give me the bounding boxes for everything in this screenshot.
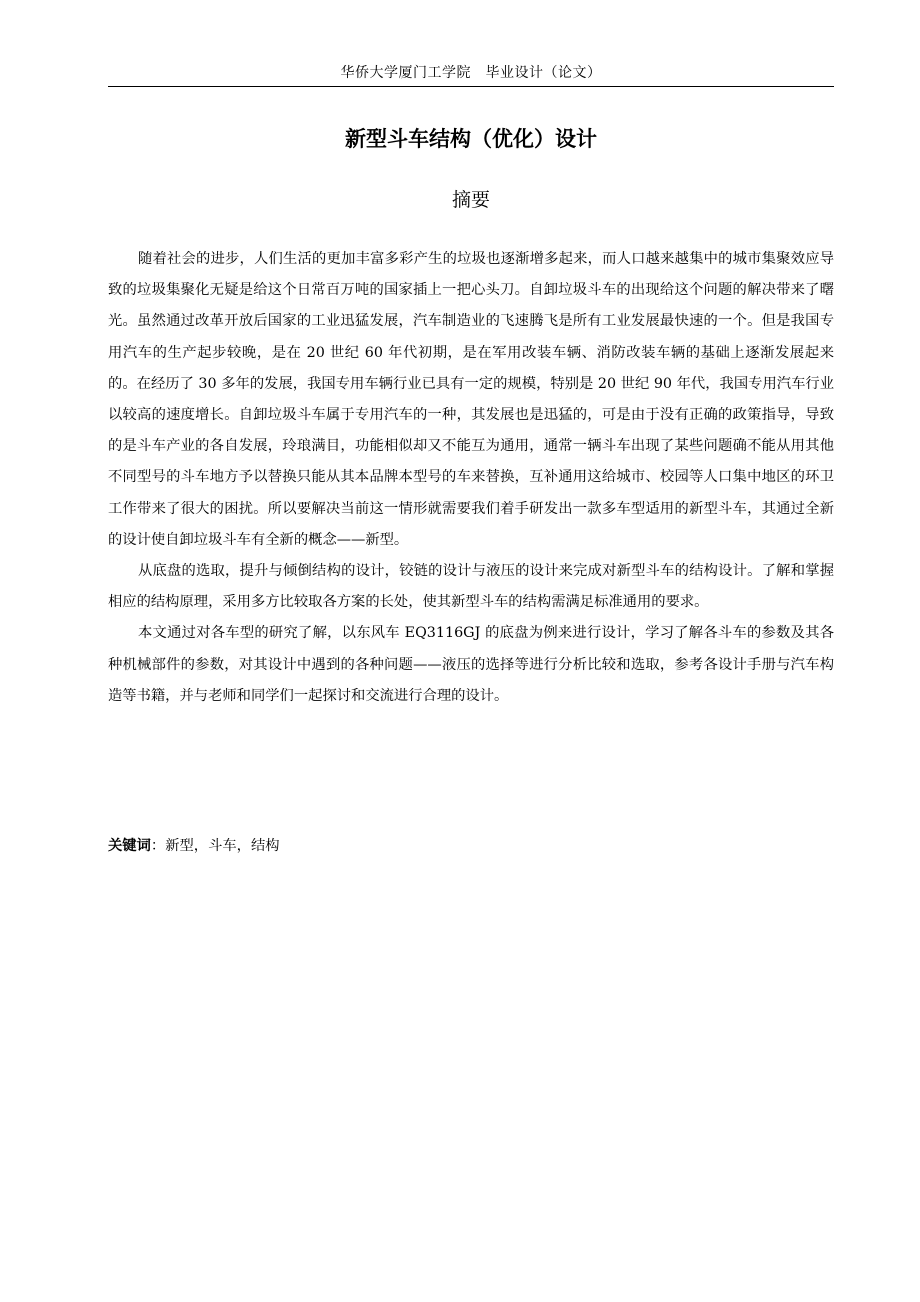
- header-divider: [108, 86, 834, 87]
- abstract-paragraph-1: 随着社会的进步，人们生活的更加丰富多彩产生的垃圾也逐渐增多起来，而人口越来越集中的城市集聚效应导致的垃圾集聚化无疑是给这个日常百万吨的国家插上一把心头刀。自卸垃圾斗车的出现给这个问题的解决带来了曙光。虽然通过改革开放后国家的工业迅猛发展，汽车制造业的飞速腾飞是所有工业发展最快速的一个。但是我国专用汽车的生产起步较晚，是在 20 世纪 60 年代初期，是在军用改装车辆、消防改装车辆的基础上逐渐发展起来的。在经历了 30 多年的发展，我国专用车辆行业已具有一定的规模，特别是 20 世纪 90 年代，我国专用汽车行业以较高的速度增长。自卸垃圾斗车属于专用汽车的一种，其发展也是迅猛的，可是由于没有正确的政策指导，导致的是斗车产业的各自发展，玲琅满目，功能相似却又不能互为通用，通常一辆斗车出现了某些问题确不能从用其他不同型号的斗车地方予以替换只能从其本品牌本型号的车来替换，互补通用这给城市、校园等人口集中地区的环卫工作带来了很大的困扰。所以要解决当前这一情形就需要我们着手研发出一款多车型适用的新型斗车，其通过全新的设计使自卸垃圾斗车有全新的概念——新型。: [108, 251, 834, 548]
- keywords-label: 关键词: [108, 838, 151, 854]
- running-header: 华侨大学厦门工学院 毕业设计（论文）: [340, 65, 602, 81]
- keywords-separator: ：: [150, 838, 166, 854]
- keywords-value: 新型，斗车，结构: [165, 838, 280, 854]
- abstract-body: [108, 244, 834, 712]
- keywords-line: [108, 832, 834, 860]
- abstract-heading: 摘要: [451, 189, 490, 211]
- page-title: 新型斗车结构（优化）设计: [345, 127, 597, 151]
- abstract-paragraph-2: 从底盘的选取，提升与倾倒结构的设计，铰链的设计与液压的设计来完成对新型斗车的结构设计。了解和掌握相应的结构原理，采用多方比较取各方案的长处，使其新型斗车的结构需满足标准通用的要求。: [108, 563, 834, 611]
- abstract-paragraph-3: 本文通过对各车型的研究了解，以东风车 EQ3116GJ 的底盘为例来进行设计，学习了解各斗车的参数及其各种机械部件的参数，对其设计中遇到的各种问题——液压的选择等进行分析比较和选取，参考各设计手册与汽车构造等书籍，并与老师和同学们一起探讨和交流进行合理的设计。: [108, 625, 834, 704]
